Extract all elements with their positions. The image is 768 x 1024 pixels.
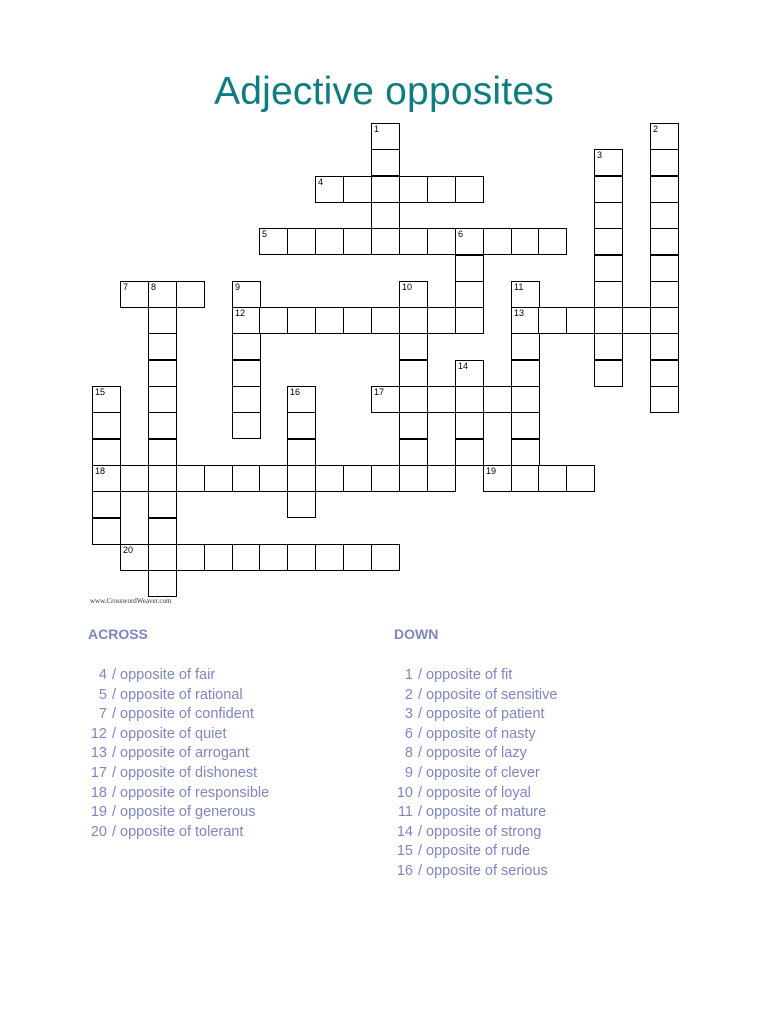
down-clue-list xyxy=(394,666,684,882)
grid-cell[interactable] xyxy=(371,202,400,229)
clue-number-label: 13 xyxy=(514,308,525,318)
grid-cell[interactable] xyxy=(399,465,428,492)
grid-cell[interactable] xyxy=(148,307,177,334)
clue-number: 15 xyxy=(396,843,413,860)
grid-cell[interactable] xyxy=(594,333,623,360)
grid-cell[interactable] xyxy=(455,281,484,308)
grid-cell[interactable] xyxy=(148,465,177,492)
grid-cell[interactable] xyxy=(232,465,261,492)
grid-cell[interactable] xyxy=(455,307,484,334)
across-clue-list xyxy=(88,666,378,842)
clue-number-label: 20 xyxy=(123,545,134,555)
clue-number: 18 xyxy=(90,784,107,801)
down-clue-11 xyxy=(394,803,684,823)
grid-cell[interactable] xyxy=(511,281,540,308)
down-clue-16 xyxy=(394,862,684,882)
grid-cell[interactable] xyxy=(511,360,540,387)
clue-number: 14 xyxy=(396,823,413,840)
grid-cell[interactable] xyxy=(148,439,177,466)
clue-number-label: 16 xyxy=(290,387,301,397)
clue-number: 6 xyxy=(404,725,413,742)
clue-number-label: 2 xyxy=(653,124,659,134)
grid-cell[interactable] xyxy=(650,149,679,176)
grid-cell[interactable] xyxy=(650,202,679,229)
grid-cell[interactable] xyxy=(594,149,623,176)
grid-cell[interactable] xyxy=(594,228,623,255)
grid-cell[interactable] xyxy=(287,386,316,413)
grid-cell[interactable] xyxy=(399,281,428,308)
grid-cell[interactable] xyxy=(455,228,484,255)
clue-text: / opposite of responsible xyxy=(112,784,270,801)
clue-text: / opposite of fair xyxy=(112,667,216,683)
grid-cell[interactable] xyxy=(176,544,205,571)
clue-number-label: 18 xyxy=(95,466,106,476)
clue-number: 20 xyxy=(90,823,107,840)
clue-number: 3 xyxy=(404,706,413,723)
clue-number-label: 1 xyxy=(374,124,380,134)
grid-cell[interactable] xyxy=(538,465,567,492)
grid-cell[interactable] xyxy=(427,228,456,255)
grid-cell[interactable] xyxy=(399,333,428,360)
grid-cell[interactable] xyxy=(259,544,288,571)
grid-cell[interactable] xyxy=(315,176,344,203)
grid-cell[interactable] xyxy=(343,465,372,492)
clue-number: 5 xyxy=(98,686,107,703)
watermark-text: www.CrosswordWeaver.com xyxy=(90,597,172,605)
grid-cell[interactable] xyxy=(204,465,233,492)
grid-cell[interactable] xyxy=(650,123,679,150)
clue-text: / opposite of fit xyxy=(418,667,513,683)
grid-cell[interactable] xyxy=(594,255,623,282)
grid-cell[interactable] xyxy=(455,176,484,203)
grid-cell[interactable] xyxy=(483,465,512,492)
clue-text: / opposite of strong xyxy=(418,823,542,840)
grid-cell[interactable] xyxy=(315,228,344,255)
clue-text: / opposite of generous xyxy=(112,804,256,821)
grid-cell[interactable] xyxy=(371,307,400,334)
clue-number-label: 6 xyxy=(458,229,464,239)
grid-cell[interactable] xyxy=(204,544,233,571)
clue-text: / opposite of confident xyxy=(112,706,254,723)
down-clue-2 xyxy=(394,686,684,706)
grid-cell[interactable] xyxy=(371,386,400,413)
grid-cell[interactable] xyxy=(594,202,623,229)
grid-cell[interactable] xyxy=(566,465,595,492)
grid-cell[interactable] xyxy=(148,360,177,387)
grid-cell[interactable] xyxy=(287,228,316,255)
across-clue-19 xyxy=(88,803,378,823)
across-clue-18 xyxy=(88,784,378,804)
grid-cell[interactable] xyxy=(287,491,316,518)
page-title: Adjective opposites xyxy=(214,70,554,113)
grid-cell[interactable] xyxy=(650,333,679,360)
grid-cell[interactable] xyxy=(120,281,149,308)
grid-cell[interactable] xyxy=(594,360,623,387)
clue-number: 13 xyxy=(90,745,107,762)
clue-number: 9 xyxy=(404,764,413,781)
grid-cell[interactable] xyxy=(371,123,400,150)
across-clue-17 xyxy=(88,764,378,784)
clue-text: / opposite of patient xyxy=(418,706,545,723)
grid-cell[interactable] xyxy=(511,465,540,492)
clue-number: 1 xyxy=(404,667,413,683)
across-heading: ACROSS xyxy=(88,626,148,642)
grid-cell[interactable] xyxy=(232,281,261,308)
grid-cell[interactable] xyxy=(287,465,316,492)
grid-cell[interactable] xyxy=(622,307,651,334)
clue-number-label: 19 xyxy=(486,466,497,476)
down-clue-15 xyxy=(394,842,684,862)
grid-cell[interactable] xyxy=(232,333,261,360)
grid-cell[interactable] xyxy=(232,360,261,387)
grid-cell[interactable] xyxy=(427,176,456,203)
grid-cell[interactable] xyxy=(566,307,595,334)
grid-cell[interactable] xyxy=(148,412,177,439)
grid-cell[interactable] xyxy=(399,439,428,466)
down-clue-3 xyxy=(394,705,684,725)
grid-cell[interactable] xyxy=(176,465,205,492)
grid-cell[interactable] xyxy=(371,149,400,176)
clue-number-label: 15 xyxy=(95,387,106,397)
grid-cell[interactable] xyxy=(259,465,288,492)
grid-cell[interactable] xyxy=(455,412,484,439)
clue-number: 7 xyxy=(98,706,107,723)
clue-number-label: 4 xyxy=(318,177,324,187)
clue-text: / opposite of lazy xyxy=(418,745,527,762)
grid-cell[interactable] xyxy=(455,386,484,413)
clue-number: 16 xyxy=(396,862,413,879)
grid-cell[interactable] xyxy=(92,518,121,545)
clue-text: / opposite of dishonest xyxy=(112,764,258,781)
grid-cell[interactable] xyxy=(650,228,679,255)
down-clue-9 xyxy=(394,764,684,784)
grid-cell[interactable] xyxy=(371,228,400,255)
down-clue-8 xyxy=(394,744,684,764)
clue-text: / opposite of tolerant xyxy=(112,823,244,840)
clue-number-label: 7 xyxy=(123,282,129,292)
grid-cell[interactable] xyxy=(287,439,316,466)
grid-cell[interactable] xyxy=(259,228,288,255)
clue-text: / opposite of loyal xyxy=(418,784,531,801)
down-clue-6 xyxy=(394,725,684,745)
grid-cell[interactable] xyxy=(148,281,177,308)
clue-text: / opposite of rational xyxy=(112,686,243,703)
clue-text: / opposite of arrogant xyxy=(112,745,250,762)
across-clue-20 xyxy=(88,823,378,843)
down-heading: DOWN xyxy=(394,626,439,642)
grid-cell[interactable] xyxy=(399,307,428,334)
grid-cell[interactable] xyxy=(232,307,261,334)
across-clue-5 xyxy=(88,686,378,706)
down-clues xyxy=(394,626,684,882)
clue-number: 19 xyxy=(90,804,107,821)
grid-cell[interactable] xyxy=(511,228,540,255)
grid-cell[interactable] xyxy=(455,360,484,387)
grid-cell[interactable] xyxy=(511,439,540,466)
clue-text: / opposite of clever xyxy=(418,764,540,781)
clue-text: / opposite of nasty xyxy=(418,725,536,742)
down-clue-14 xyxy=(394,823,684,843)
grid-cell[interactable] xyxy=(287,544,316,571)
grid-cell[interactable] xyxy=(232,412,261,439)
grid-cell[interactable] xyxy=(427,465,456,492)
clue-number-label: 10 xyxy=(402,282,413,292)
grid-cell[interactable] xyxy=(92,439,121,466)
across-clues xyxy=(88,626,378,842)
grid-cell[interactable] xyxy=(399,412,428,439)
grid-cell[interactable] xyxy=(650,386,679,413)
grid-cell[interactable] xyxy=(650,360,679,387)
across-clue-13 xyxy=(88,744,378,764)
grid-cell[interactable] xyxy=(511,307,540,334)
grid-cell[interactable] xyxy=(176,281,205,308)
down-clue-10 xyxy=(394,784,684,804)
grid-cell[interactable] xyxy=(315,544,344,571)
grid-cell[interactable] xyxy=(232,544,261,571)
grid-cell[interactable] xyxy=(538,307,567,334)
grid-cell[interactable] xyxy=(343,307,372,334)
clue-text: / opposite of serious xyxy=(418,862,548,879)
grid-cell[interactable] xyxy=(148,333,177,360)
grid-cell[interactable] xyxy=(148,570,177,597)
grid-cell[interactable] xyxy=(399,228,428,255)
clue-number-label: 14 xyxy=(458,361,469,371)
clue-number-label: 8 xyxy=(151,282,157,292)
grid-cell[interactable] xyxy=(259,307,288,334)
grid-cell[interactable] xyxy=(120,465,149,492)
grid-cell[interactable] xyxy=(455,255,484,282)
grid-cell[interactable] xyxy=(594,176,623,203)
clue-number: 10 xyxy=(396,784,413,801)
grid-cell[interactable] xyxy=(427,307,456,334)
grid-cell[interactable] xyxy=(343,544,372,571)
clue-number: 8 xyxy=(404,745,413,762)
clue-number-label: 3 xyxy=(597,150,603,160)
grid-cell[interactable] xyxy=(371,176,400,203)
clue-number-label: 17 xyxy=(374,387,385,397)
grid-cell[interactable] xyxy=(92,465,121,492)
grid-cell[interactable] xyxy=(538,228,567,255)
grid-cell[interactable] xyxy=(483,386,512,413)
grid-cell[interactable] xyxy=(455,439,484,466)
clue-number: 4 xyxy=(98,667,107,683)
clue-number-label: 11 xyxy=(514,282,524,292)
grid-cell[interactable] xyxy=(511,386,540,413)
grid-cell[interactable] xyxy=(148,386,177,413)
grid-cell[interactable] xyxy=(232,386,261,413)
grid-cell[interactable] xyxy=(371,465,400,492)
grid-cell[interactable] xyxy=(315,465,344,492)
across-clue-12 xyxy=(88,725,378,745)
grid-cell[interactable] xyxy=(650,255,679,282)
clue-number: 11 xyxy=(397,804,413,821)
clue-number-label: 5 xyxy=(262,229,268,239)
down-clue-1 xyxy=(394,666,684,686)
grid-cell[interactable] xyxy=(427,386,456,413)
grid-cell[interactable] xyxy=(120,544,149,571)
clue-text: / opposite of rude xyxy=(418,843,531,860)
grid-cell[interactable] xyxy=(148,544,177,571)
across-clue-7 xyxy=(88,705,378,725)
clue-number: 2 xyxy=(404,686,413,703)
grid-cell[interactable] xyxy=(650,281,679,308)
grid-cell[interactable] xyxy=(650,176,679,203)
grid-cell[interactable] xyxy=(92,491,121,518)
grid-cell[interactable] xyxy=(92,412,121,439)
grid-cell[interactable] xyxy=(650,307,679,334)
grid-cell[interactable] xyxy=(343,228,372,255)
grid-cell[interactable] xyxy=(148,491,177,518)
grid-cell[interactable] xyxy=(399,386,428,413)
grid-cell[interactable] xyxy=(399,360,428,387)
clue-text: / opposite of quiet xyxy=(112,725,227,742)
clue-text: / opposite of mature xyxy=(418,804,547,821)
clue-text: / opposite of sensitive xyxy=(418,686,558,703)
across-clue-4 xyxy=(88,666,378,686)
grid-cell[interactable] xyxy=(399,176,428,203)
grid-cell[interactable] xyxy=(594,281,623,308)
grid-cell[interactable] xyxy=(483,228,512,255)
grid-cell[interactable] xyxy=(148,518,177,545)
clue-number: 12 xyxy=(90,725,107,742)
grid-cell[interactable] xyxy=(511,412,540,439)
grid-cell[interactable] xyxy=(511,333,540,360)
grid-cell[interactable] xyxy=(92,386,121,413)
grid-cell[interactable] xyxy=(343,176,372,203)
grid-cell[interactable] xyxy=(315,307,344,334)
clue-number: 17 xyxy=(90,764,107,781)
grid-cell[interactable] xyxy=(371,544,400,571)
clue-number-label: 9 xyxy=(235,282,241,292)
grid-cell[interactable] xyxy=(287,412,316,439)
clue-number-label: 12 xyxy=(235,308,246,318)
grid-cell[interactable] xyxy=(287,307,316,334)
grid-cell[interactable] xyxy=(594,307,623,334)
